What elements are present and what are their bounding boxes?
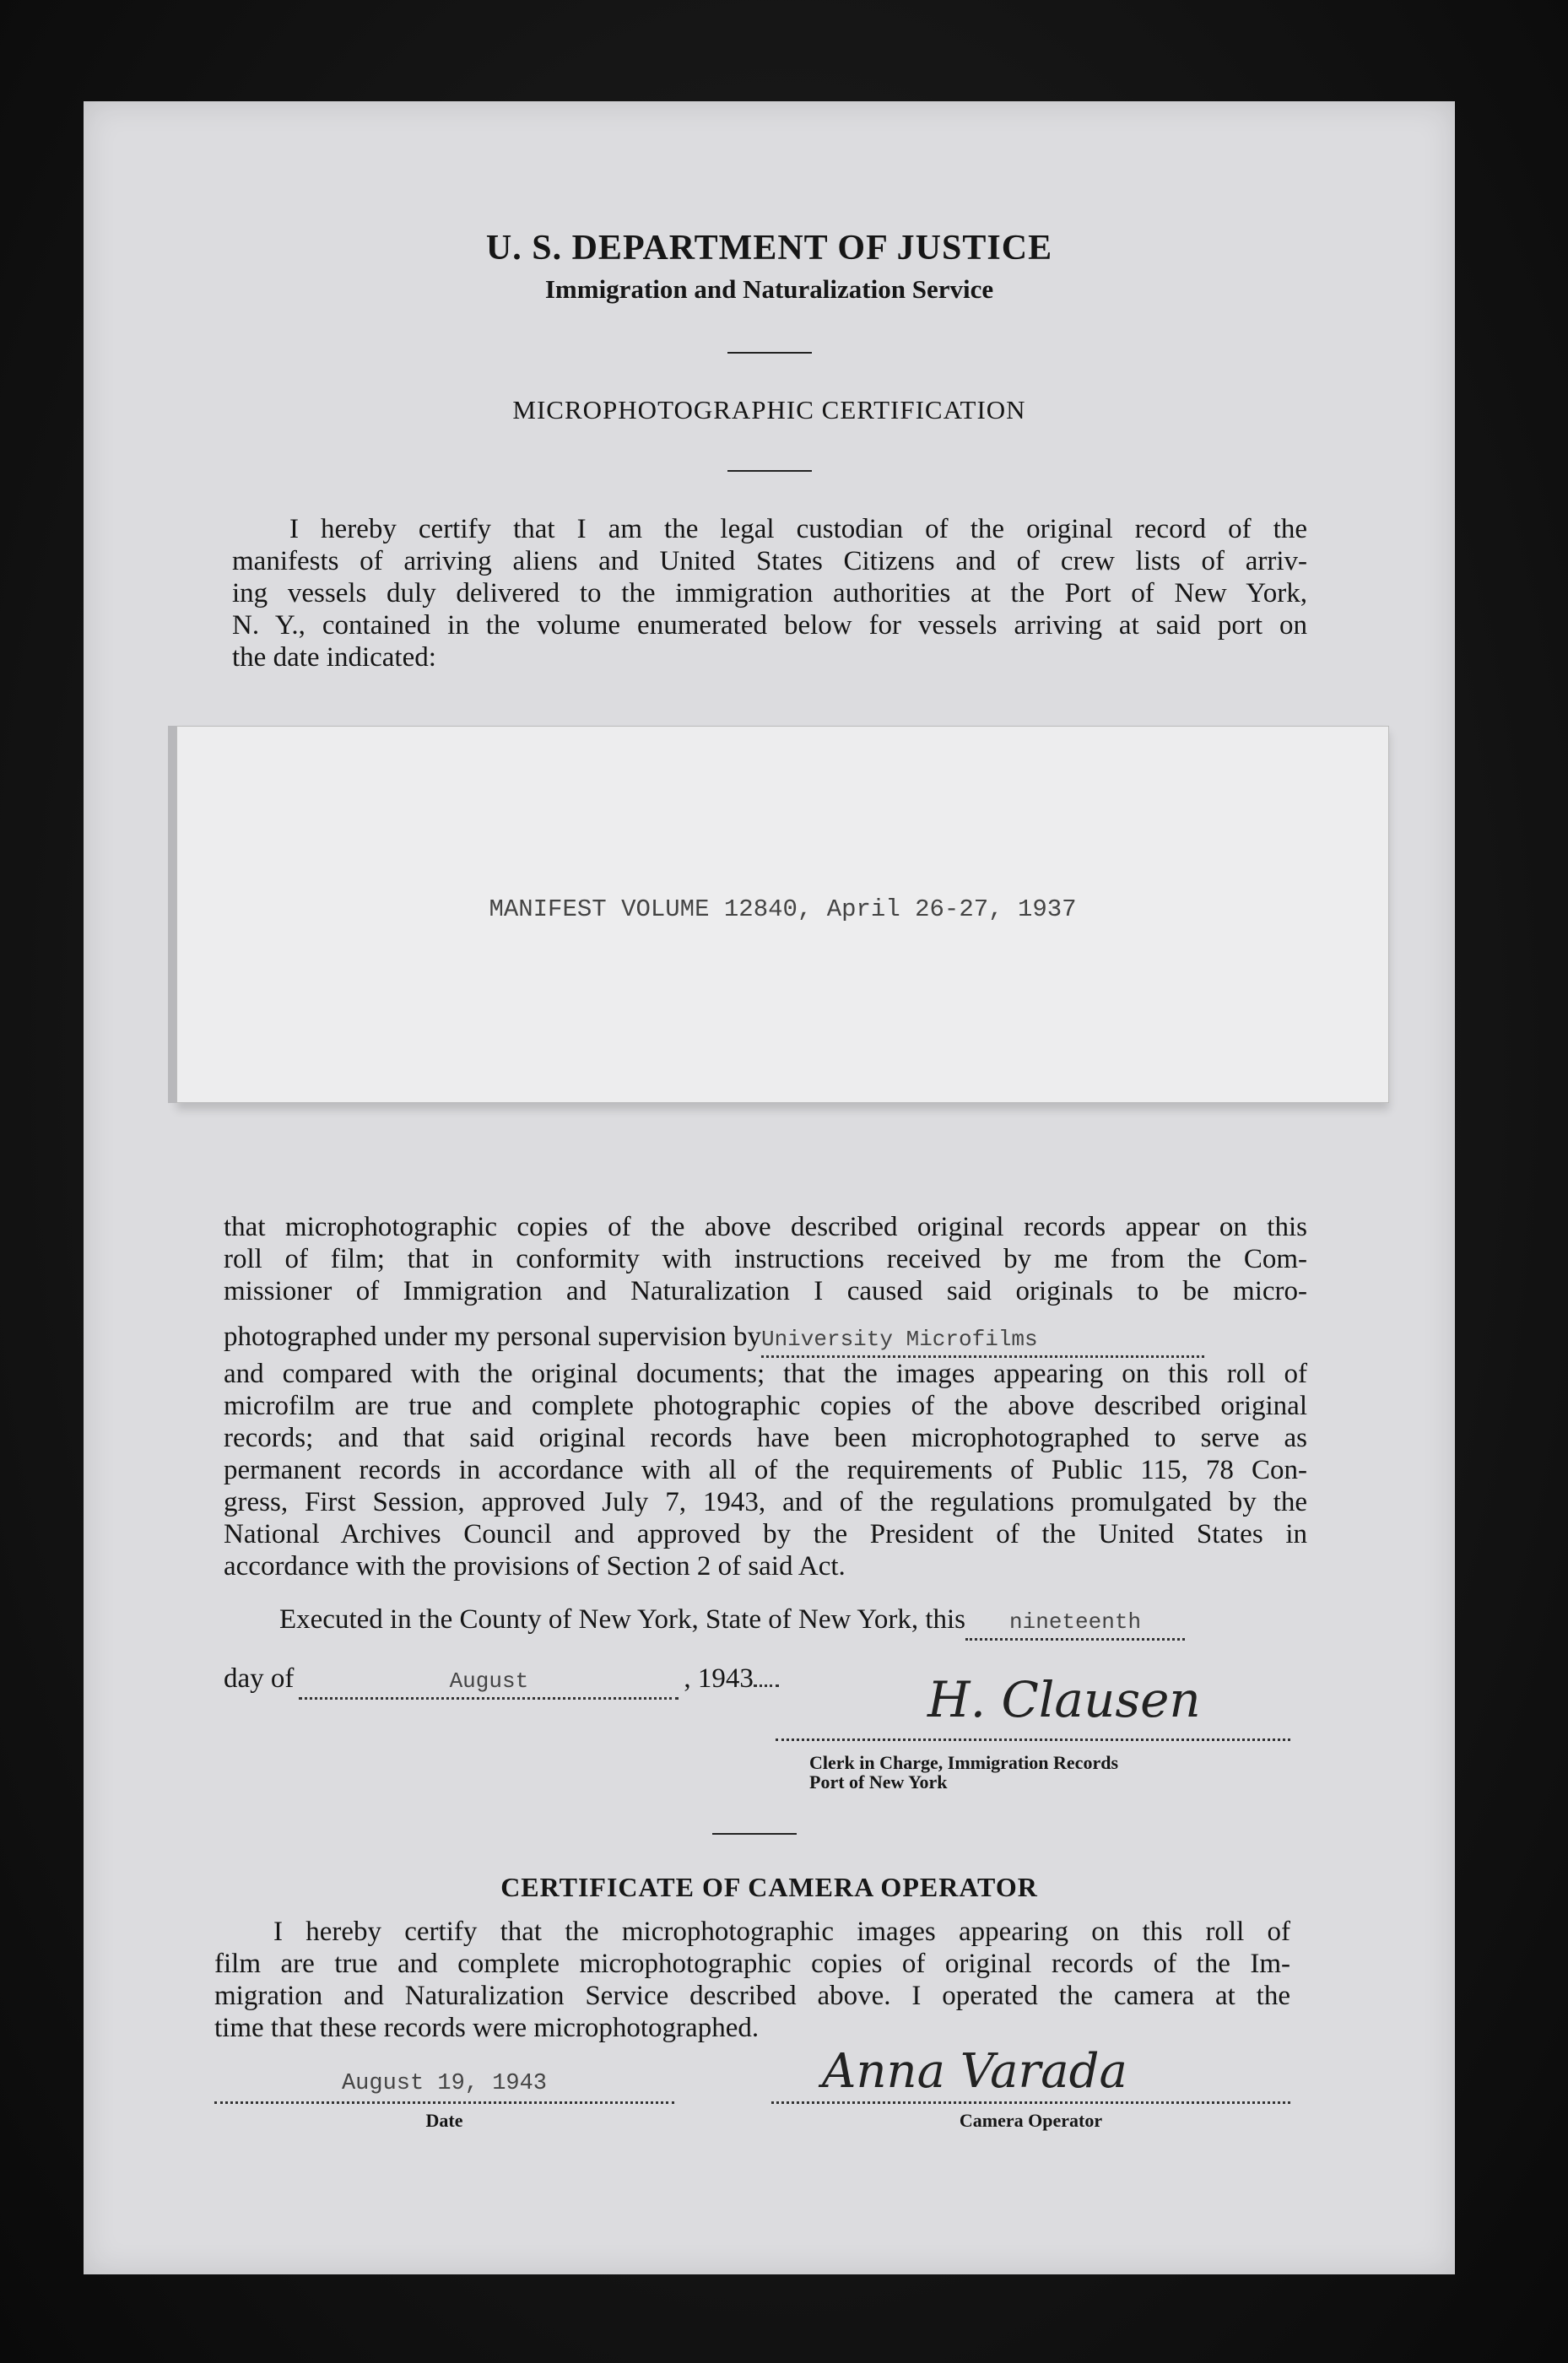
day-field: nineteenth bbox=[965, 1606, 1185, 1641]
department-heading: U. S. DEPARTMENT OF JUSTICE bbox=[485, 229, 1053, 268]
year-dots bbox=[754, 1684, 779, 1687]
operator-signature: Anna Varada bbox=[822, 2044, 1127, 2099]
text-line: ing vessels duly delivered to the immigration authorities at the Port of New York, bbox=[232, 578, 1307, 608]
month-field: August bbox=[299, 1665, 679, 1700]
text-line: I hereby certify that I am the legal custodian of the original record of the bbox=[289, 514, 1307, 544]
text-line: time that these records were microphotographed. bbox=[214, 2013, 760, 2043]
volume-card bbox=[176, 726, 1389, 1103]
operator-cert-title: CERTIFICATE OF CAMERA OPERATOR bbox=[500, 1872, 1038, 1902]
text-line: migration and Naturalization Service described above. I operated the camera at the bbox=[214, 1981, 1290, 2011]
text-line: microfilm are true and complete photographic copies of the above described original bbox=[224, 1391, 1307, 1421]
clerk-title bbox=[809, 1753, 1118, 1792]
clerk-signature-line bbox=[776, 1671, 1290, 1741]
text-line: National Archives Council and approved by the President of the United States in bbox=[224, 1519, 1307, 1549]
supervision-prefix: photographed under my personal supervision by bbox=[224, 1322, 761, 1352]
text-line: the date indicated: bbox=[232, 642, 436, 673]
text-line: film are true and complete microphotographic copies of original records of the Im- bbox=[214, 1949, 1290, 1979]
divider-rule bbox=[727, 352, 812, 354]
date-line bbox=[224, 1663, 779, 1700]
year-label: , 1943 bbox=[684, 1663, 754, 1694]
text-line: that microphotographic copies of the above described original records appear on this bbox=[224, 1212, 1307, 1242]
supervision-line bbox=[224, 1321, 1307, 1358]
certification-paragraph bbox=[224, 1211, 1307, 1582]
text-line: and compared with the original documents; that the images appearing on this roll of bbox=[224, 1359, 1307, 1389]
divider-rule bbox=[727, 470, 812, 472]
service-subheading: Immigration and Naturalization Service bbox=[544, 274, 994, 304]
day-of-label: day of bbox=[224, 1663, 295, 1694]
divider-rule bbox=[712, 1833, 797, 1835]
clerk-title-line: Clerk in Charge, Immigration Records bbox=[809, 1752, 1119, 1773]
date-label: Date bbox=[425, 2110, 463, 2131]
executed-line bbox=[279, 1603, 1185, 1641]
camera-operator-label: Camera Operator bbox=[959, 2110, 1103, 2131]
operator-paragraph bbox=[214, 1916, 1290, 2044]
text-line: records; and that said original records have been microphotographed to serve as bbox=[224, 1423, 1307, 1453]
text-line: missioner of Immigration and Naturalization I caused said originals to be micro- bbox=[224, 1276, 1307, 1306]
clerk-signature: H. Clausen bbox=[927, 1671, 1201, 1728]
volume-label: MANIFEST VOLUME 12840, April 26-27, 1937 bbox=[489, 895, 1077, 923]
text-line: permanent records in accordance with all of the requirements of Public 115, 78 Con- bbox=[224, 1455, 1307, 1485]
text-line: manifests of arriving aliens and United States Citizens and of crew lists of arriv- bbox=[232, 546, 1307, 576]
date-signature-line bbox=[214, 2068, 674, 2104]
certificate-document bbox=[84, 101, 1455, 2274]
clerk-title-line: Port of New York bbox=[809, 1771, 948, 1793]
operator-date: August 19, 1943 bbox=[341, 2071, 548, 2096]
operator-signature-line bbox=[771, 2044, 1290, 2104]
text-line: N. Y., contained in the volume enumerated below for vessels arriving at said port on bbox=[232, 610, 1307, 641]
text-line: accordance with the provisions of Section 2 of said Act. bbox=[224, 1551, 846, 1582]
form-title: MICROPHOTOGRAPHIC CERTIFICATION bbox=[512, 395, 1026, 424]
executed-prefix: Executed in the County of New York, State of New York, this bbox=[279, 1604, 966, 1635]
supervisor-field: University Microfilms bbox=[761, 1323, 1204, 1358]
text-line: roll of film; that in conformity with instructions received by me from the Com- bbox=[224, 1244, 1307, 1274]
text-line: I hereby certify that the microphotographic images appearing on this roll of bbox=[273, 1917, 1290, 1947]
text-line: gress, First Session, approved July 7, 1943, and of the regulations promulgated by the bbox=[224, 1487, 1307, 1517]
intro-paragraph bbox=[232, 513, 1307, 673]
